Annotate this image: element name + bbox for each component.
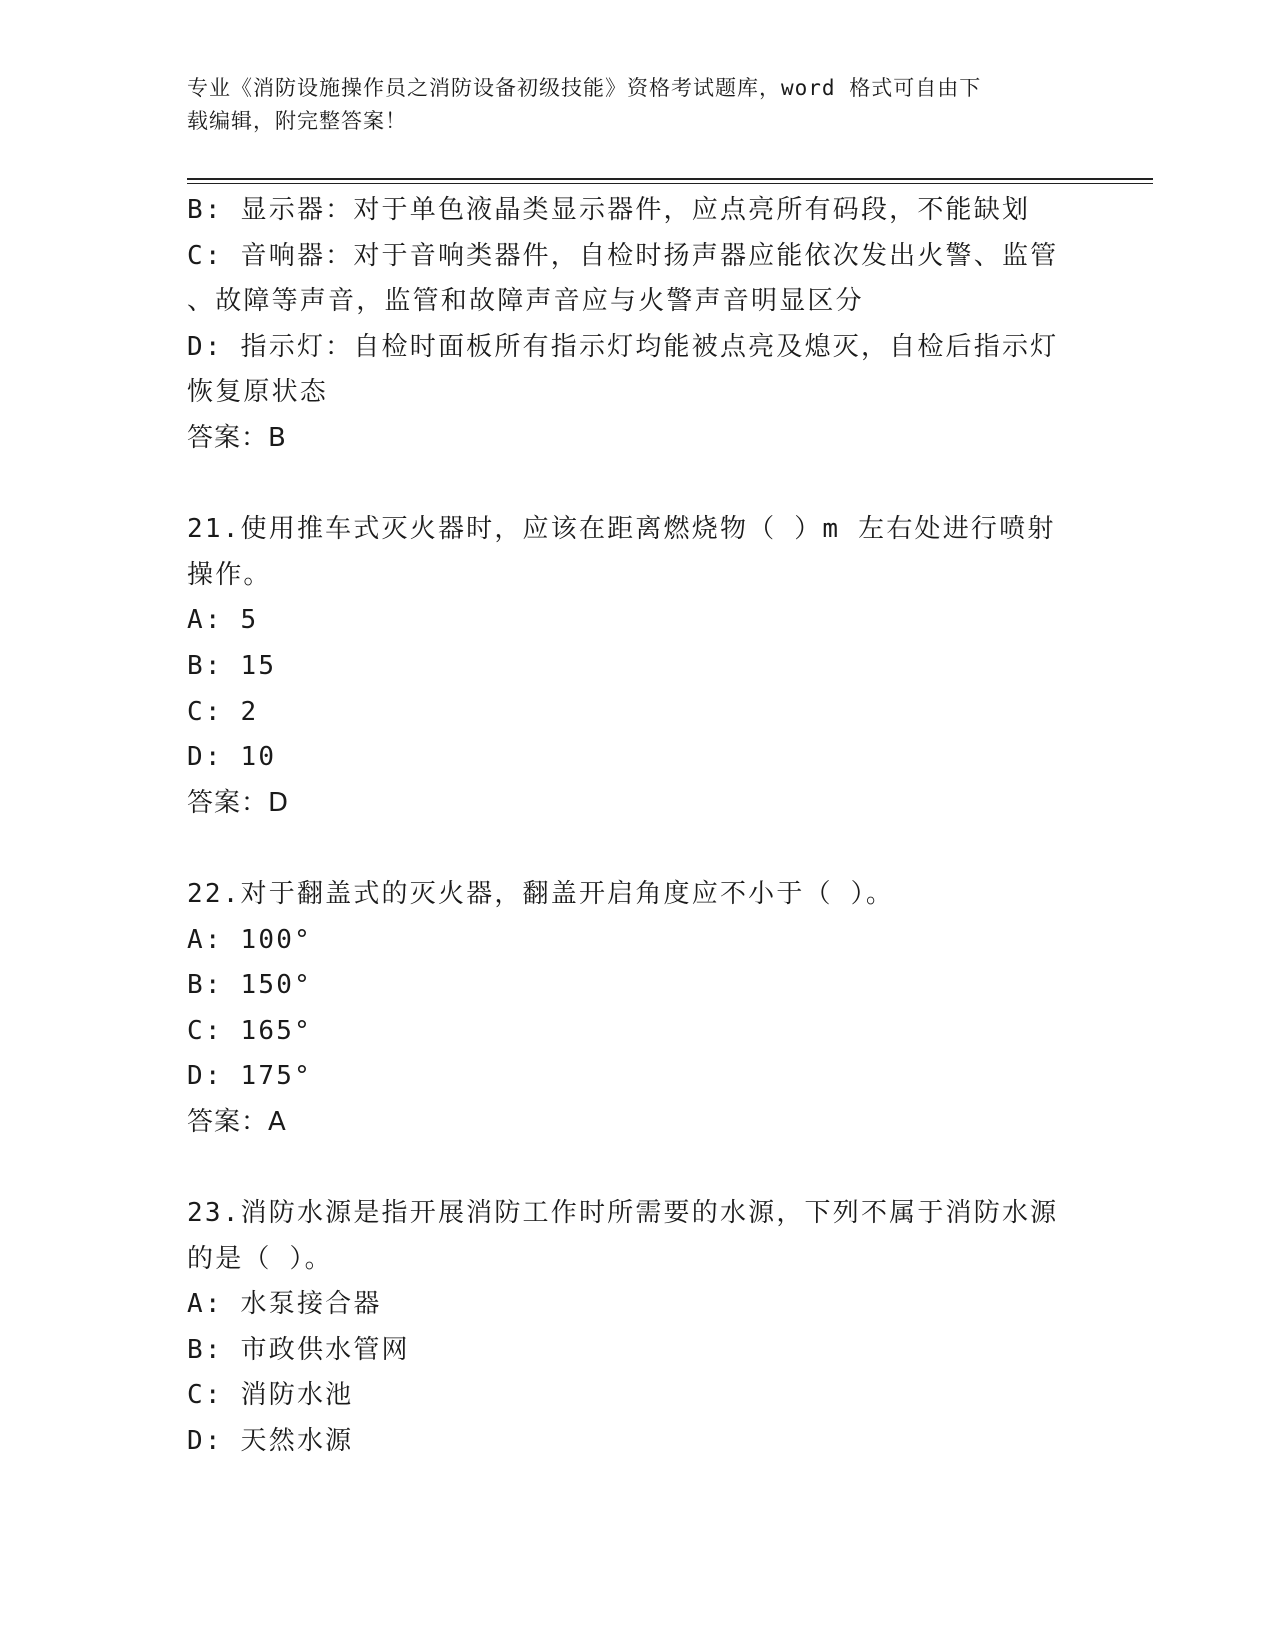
question-stem-line-1: 22.对于翻盖式的灭火器，翻盖开启角度应不小于（ ）。 (187, 878, 895, 909)
question-stem-line-2: 操作。 (187, 559, 272, 590)
answer: 答案：D (187, 787, 290, 818)
question-stem-line-1: 21.使用推车式灭火器时，应该在距离燃烧物（ ）m 左右处进行喷射 (187, 514, 1056, 545)
document-header (187, 72, 1087, 138)
option-c: C: 2 (187, 696, 259, 727)
header-rule-thick (187, 178, 1153, 180)
option-c-line-1: C: 音响器：对于音响类器件，自检时扬声器应能依次发出火警、监管 (187, 240, 1059, 271)
question-21 (187, 507, 1087, 826)
option-c-line-2: 、故障等声音，监管和故障声音应与火警声音明显区分 (187, 286, 864, 317)
question-20-tail (187, 188, 1087, 462)
option-a: A: 100° (187, 924, 312, 955)
option-d: D: 天然水源 (187, 1426, 354, 1457)
answer: 答案：A (187, 1106, 287, 1137)
question-stem-line-2: 的是（ ）。 (187, 1243, 333, 1274)
question-22 (187, 872, 1087, 1146)
option-d-line-1: D: 指示灯：自检时面板所有指示灯均能被点亮及熄灭，自检后指示灯 (187, 331, 1059, 362)
spacer (187, 462, 1087, 508)
header-line-2: 载编辑，附完整答案！ (187, 109, 407, 133)
option-d: D: 10 (187, 742, 277, 773)
option-c: C: 165° (187, 1015, 312, 1046)
option-b: B: 显示器：对于单色液晶类显示器件，应点亮所有码段，不能缺划 (187, 195, 1031, 225)
answer: 答案：B (187, 422, 287, 453)
option-c: C: 消防水池 (187, 1380, 354, 1411)
question-list (187, 188, 1087, 1465)
option-a: A: 水泵接合器 (187, 1289, 382, 1320)
header-rule-thin (187, 183, 1153, 184)
spacer (187, 1145, 1087, 1191)
option-b: B: 市政供水管网 (187, 1334, 410, 1365)
option-b: B: 15 (187, 650, 277, 681)
option-a: A: 5 (187, 605, 259, 636)
spacer (187, 826, 1087, 872)
option-d: D: 175° (187, 1061, 312, 1092)
question-stem-line-1: 23.消防水源是指开展消防工作时所需要的水源，下列不属于消防水源 (187, 1198, 1059, 1229)
option-d-line-2: 恢复原状态 (187, 377, 329, 408)
header-line-1: 专业《消防设施操作员之消防设备初级技能》资格考试题库，word 格式可自由下 (187, 76, 982, 100)
option-b: B: 150° (187, 970, 312, 1001)
question-23 (187, 1191, 1087, 1465)
